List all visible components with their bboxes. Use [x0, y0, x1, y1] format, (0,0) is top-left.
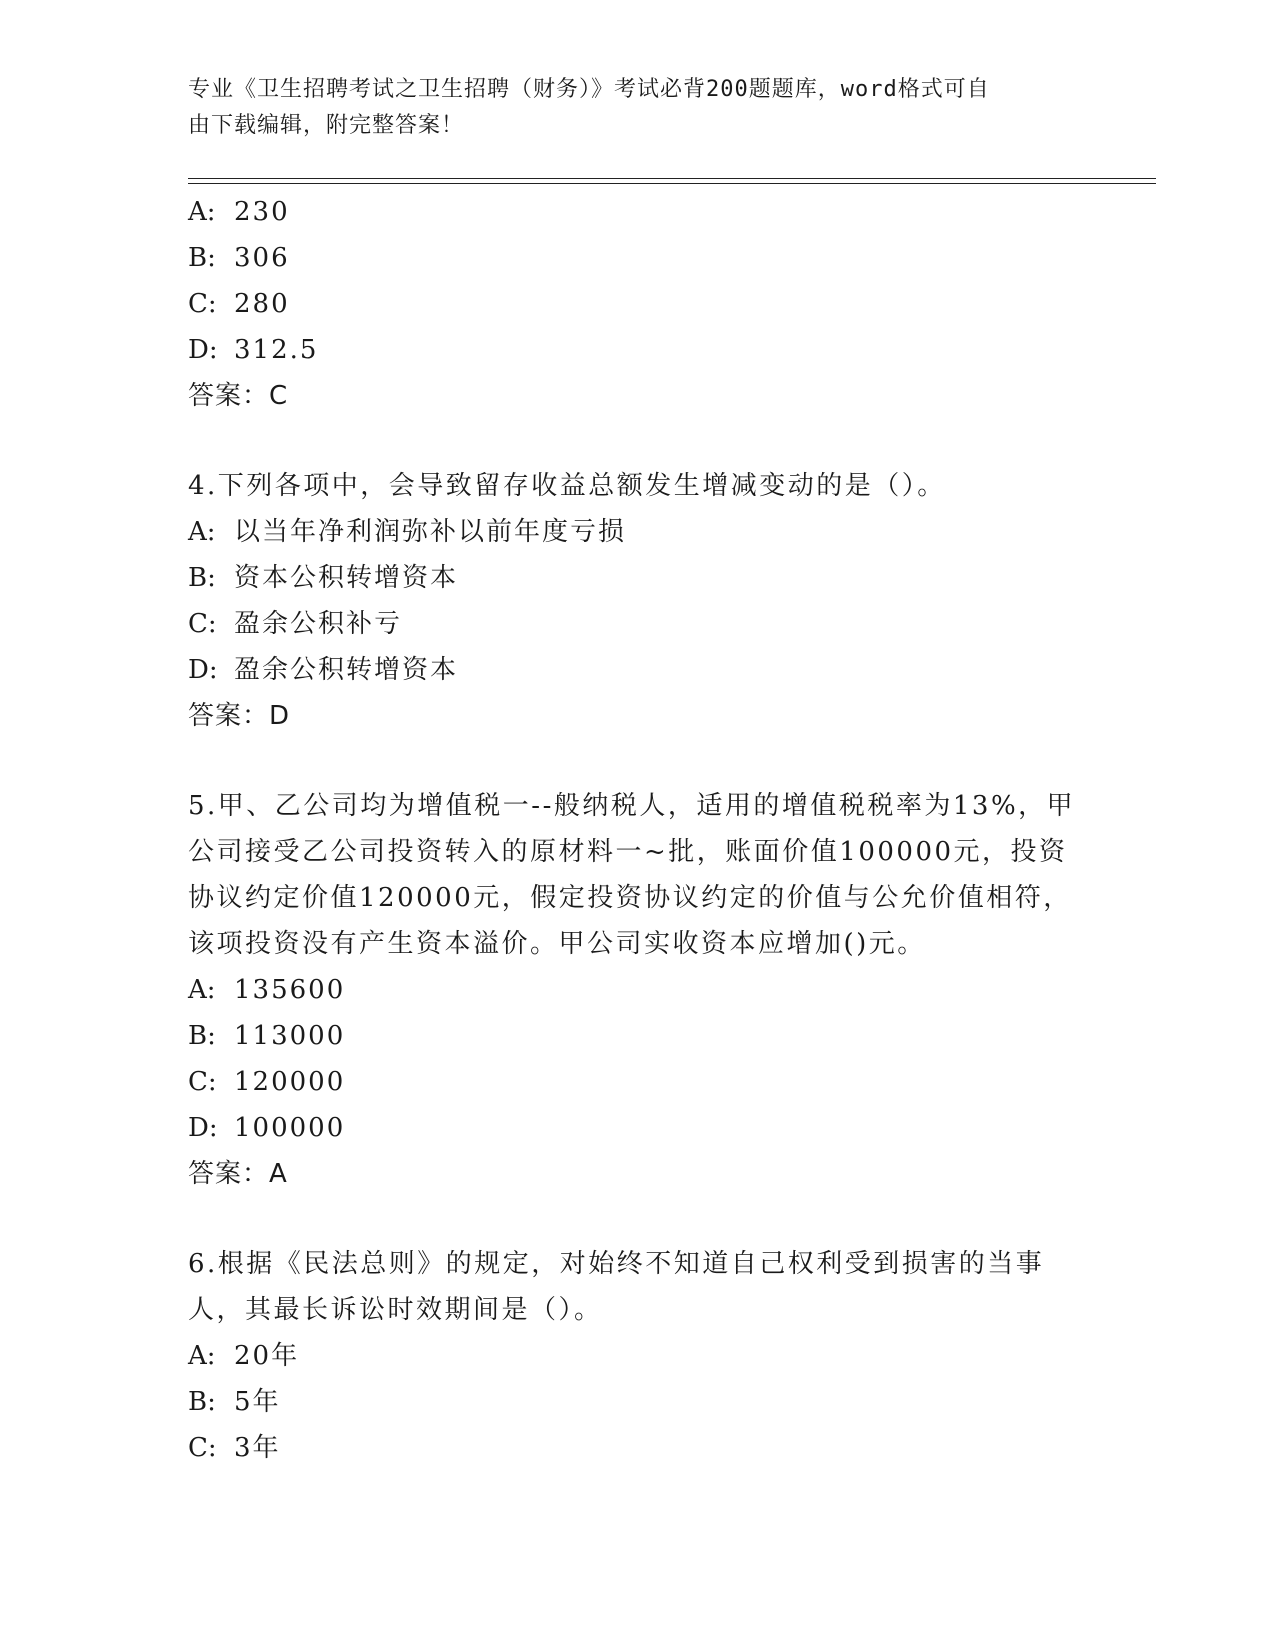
- answer-line: 答案：D: [188, 701, 291, 731]
- option-text: 120000: [234, 1067, 346, 1097]
- header-line: 由下载编辑，附完整答案！: [188, 113, 465, 138]
- option-text: 230: [234, 197, 290, 227]
- option-text: 以当年净利润弥补以前年度亏损: [234, 517, 627, 547]
- option-key: C:: [188, 609, 217, 639]
- option-text: 280: [234, 289, 290, 319]
- option-text: 113000: [234, 1021, 346, 1051]
- question-stem: 6.根据《民法总则》的规定，对始终不知道自己权利受到损害的当事: [188, 1249, 1045, 1279]
- option-key: C:: [188, 289, 217, 319]
- option-text: 盈余公积补亏: [234, 609, 403, 639]
- question-4: [188, 463, 1088, 739]
- option-b: [188, 1379, 1088, 1425]
- option-key: B:: [188, 1021, 216, 1051]
- option-text: 资本公积转增资本: [234, 563, 459, 593]
- option-c: [188, 1059, 1088, 1105]
- spacer: [188, 419, 1088, 463]
- option-text: 100000: [234, 1113, 346, 1143]
- question-3: [188, 189, 1088, 419]
- header-line: 专业《卫生招聘考试之卫生招聘（财务）》考试必背200题题库，word格式可自: [188, 77, 990, 102]
- question-6: [188, 1241, 1088, 1471]
- document-header: [188, 72, 1068, 144]
- question-stem: 4.下列各项中，会导致留存收益总额发生增减变动的是（）。: [188, 471, 946, 501]
- option-key: C:: [188, 1433, 217, 1463]
- option-text: 312.5: [234, 335, 319, 365]
- option-key: A:: [188, 1341, 216, 1371]
- question-stem: 人，其最长诉讼时效期间是（）。: [188, 1295, 603, 1325]
- question-stem: 5.甲、乙公司均为增值税一--般纳税人，适用的增值税税率为13%，甲: [188, 791, 1076, 821]
- option-key: D:: [188, 655, 218, 685]
- spacer: [188, 1197, 1088, 1241]
- question-5: [188, 783, 1088, 1197]
- option-text: 3年: [234, 1433, 281, 1463]
- spacer: [188, 739, 1088, 783]
- question-stem: 该项投资没有产生资本溢价。甲公司实收资本应增加()元。: [188, 929, 926, 959]
- option-text: 306: [234, 243, 290, 273]
- option-c: [188, 281, 1088, 327]
- option-text: 135600: [234, 975, 346, 1005]
- question-list: [188, 189, 1088, 1471]
- option-d: [188, 1105, 1088, 1151]
- option-a: [188, 967, 1088, 1013]
- answer-line: 答案：A: [188, 1159, 288, 1189]
- header-divider: [188, 178, 1156, 179]
- option-a: [188, 509, 1088, 555]
- option-b: [188, 1013, 1088, 1059]
- option-key: B:: [188, 1387, 216, 1417]
- option-key: A:: [188, 197, 216, 227]
- option-b: [188, 235, 1088, 281]
- question-stem: 协议约定价值120000元，假定投资协议约定的价值与公允价值相符，: [188, 883, 1072, 913]
- option-key: A:: [188, 517, 216, 547]
- option-text: 20年: [234, 1341, 300, 1371]
- option-d: [188, 647, 1088, 693]
- option-d: [188, 327, 1088, 373]
- option-text: 盈余公积转增资本: [234, 655, 459, 685]
- option-key: C:: [188, 1067, 217, 1097]
- option-text: 5年: [234, 1387, 281, 1417]
- option-key: A:: [188, 975, 216, 1005]
- answer-line: 答案：C: [188, 381, 289, 411]
- option-key: D:: [188, 1113, 218, 1143]
- option-c: [188, 601, 1088, 647]
- option-a: [188, 1333, 1088, 1379]
- option-c: [188, 1425, 1088, 1471]
- option-key: B:: [188, 563, 216, 593]
- option-key: D:: [188, 335, 218, 365]
- header-divider: [188, 183, 1156, 184]
- option-b: [188, 555, 1088, 601]
- option-key: B:: [188, 243, 216, 273]
- question-stem: 公司接受乙公司投资转入的原材料一~批，账面价值100000元，投资: [188, 837, 1068, 867]
- option-a: [188, 189, 1088, 235]
